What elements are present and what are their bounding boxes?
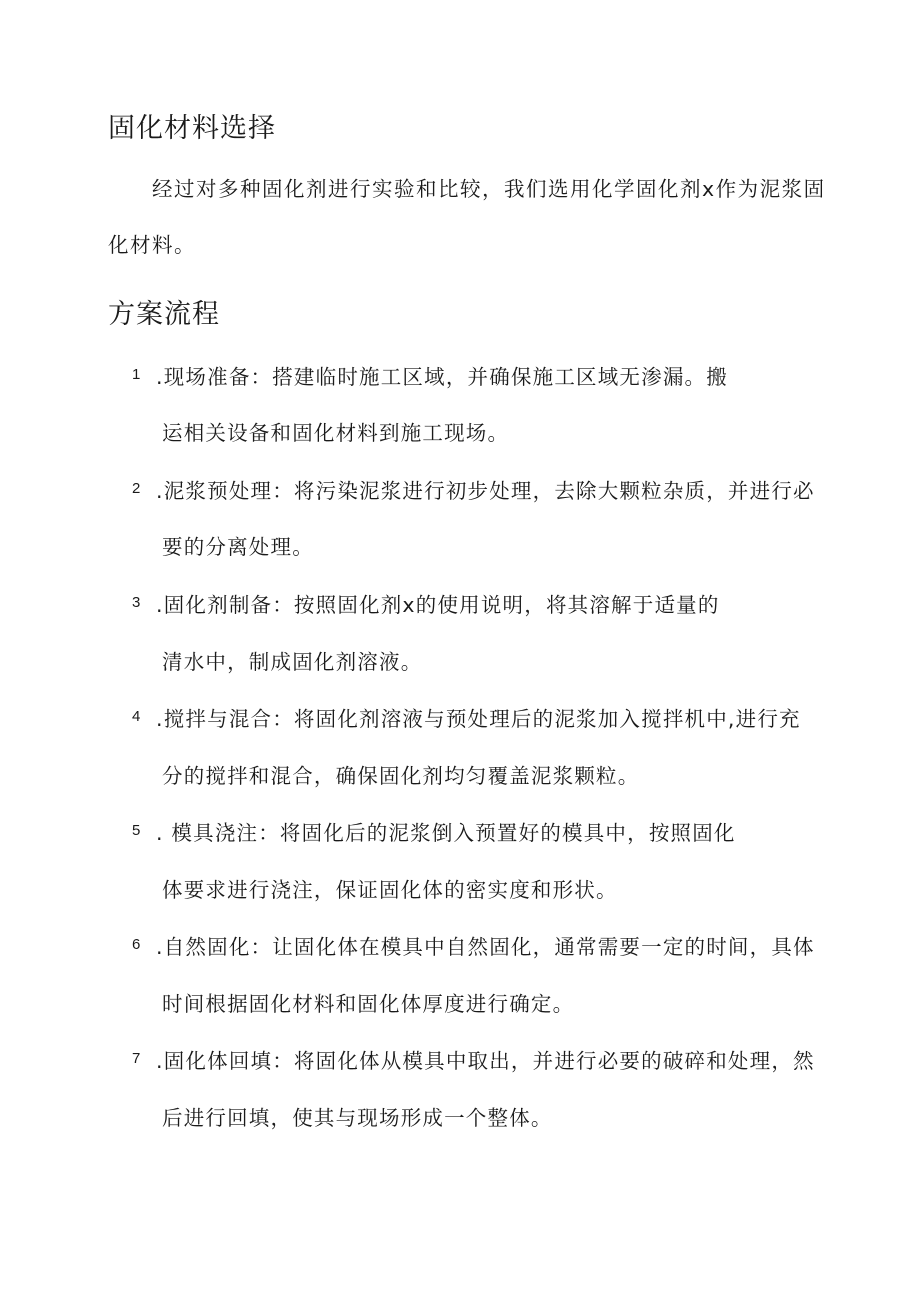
list-item-text: .泥浆预处理：将污染泥浆进行初步处理，去除大颗粒杂质，并进行必 (156, 479, 815, 503)
section-title-material: 固化材料选择 (108, 113, 276, 144)
list-item-number: 1 (132, 366, 141, 383)
list-item-number: 5 (132, 822, 141, 839)
list-item-number: 7 (132, 1050, 141, 1067)
paragraph-line: 经过对多种固化剂进行实验和比较，我们选用化学固化剂x作为泥浆固 (152, 177, 826, 201)
list-item-text: .固化体回填：将固化体从模具中取出，并进行必要的破碎和处理，然 (156, 1049, 815, 1073)
list-item-text: 体要求进行浇注，保证固化体的密实度和形状。 (162, 878, 618, 902)
list-item-text: 清水中，制成固化剂溶液。 (162, 650, 423, 674)
list-item-text: 分的搅拌和混合，确保固化剂均匀覆盖泥浆颗粒。 (162, 764, 640, 788)
list-item-text: 要的分离处理。 (162, 535, 314, 559)
list-item-text: 后进行回填，使其与现场形成一个整体。 (162, 1106, 553, 1130)
list-item-text: .搅拌与混合：将固化剂溶液与预处理后的泥浆加入搅拌机中,进行充 (156, 707, 801, 731)
list-item-text: .固化剂制备：按照固化剂x的使用说明，将其溶解于适量的 (156, 593, 720, 617)
paragraph-line: 化材料。 (108, 233, 196, 257)
list-item-text: 运相关设备和固化材料到施工现场。 (162, 421, 510, 445)
list-item-text: 时间根据固化材料和固化体厚度进行确定。 (162, 992, 575, 1016)
list-item-number: 3 (132, 594, 141, 611)
list-item-number: 4 (132, 708, 141, 725)
list-item-text: .现场准备：搭建临时施工区域，并确保施工区域无渗漏。搬 (156, 365, 728, 389)
list-item-number: 2 (132, 480, 141, 497)
list-item-number: 6 (132, 936, 141, 953)
list-item-text: .自然固化：让固化体在模具中自然固化，通常需要一定的时间，具体 (156, 935, 815, 959)
list-item-text: . 模具浇注：将固化后的泥浆倒入预置好的模具中，按照固化 (156, 821, 736, 845)
section-title-process: 方案流程 (108, 299, 220, 330)
